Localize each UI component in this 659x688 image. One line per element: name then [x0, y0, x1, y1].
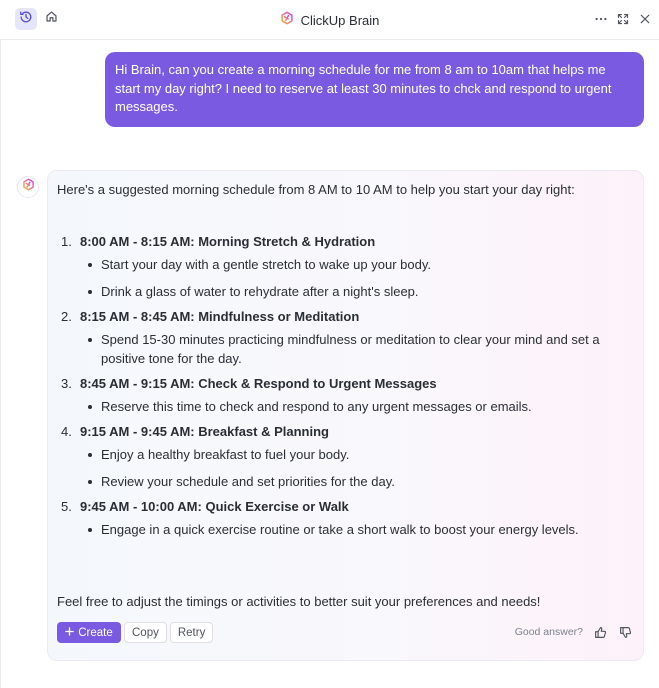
step-title: 8:45 AM - 9:15 AM: Check & Respond to Urgent Messages	[80, 376, 437, 391]
brain-logo-icon	[280, 11, 294, 30]
step-number: 2.	[61, 309, 72, 324]
step-number: 3.	[61, 376, 72, 391]
header-title-group	[0, 0, 659, 40]
create-button[interactable]	[57, 622, 121, 643]
schedule-item	[57, 422, 627, 491]
plus-icon	[65, 627, 74, 639]
step-title: 8:15 AM - 8:45 AM: Mindfulness or Meditation	[80, 309, 360, 324]
thumbs-down-icon[interactable]	[617, 624, 633, 640]
schedule-item	[57, 497, 627, 539]
copy-button[interactable]: Copy	[124, 622, 167, 643]
thumbs-up-icon[interactable]	[592, 624, 608, 640]
step-bullet: Drink a glass of water to rehydrate after a night's sleep.	[80, 282, 627, 301]
step-bullets	[80, 397, 627, 416]
home-button[interactable]	[40, 8, 62, 30]
step-title: 9:45 AM - 10:00 AM: Quick Exercise or Walk	[80, 499, 349, 514]
create-button-label: Create	[78, 626, 113, 639]
step-bullet: Review your schedule and set priorities for the day.	[80, 472, 627, 491]
close-icon[interactable]	[635, 9, 655, 29]
history-button[interactable]	[15, 8, 37, 30]
step-bullets	[80, 520, 627, 539]
schedule-item	[57, 374, 627, 416]
history-icon	[19, 10, 33, 29]
step-bullet: Enjoy a healthy breakfast to fuel your body.	[80, 445, 627, 464]
user-message-bubble: Hi Brain, can you create a morning schedule for me from 8 am to 10am that helps me start my day right? I need to reserve at least 30 minutes to chck and respond to urgent messages.	[105, 52, 644, 127]
reply-outro: Feel free to adjust the timings or activities to better suit your preferences and needs!	[57, 594, 541, 609]
schedule-item	[57, 307, 627, 368]
panel-left-border	[0, 40, 1, 688]
home-icon	[45, 10, 58, 28]
feedback-label: Good answer?	[514, 626, 583, 638]
header-bar	[0, 0, 659, 40]
window-controls	[591, 9, 655, 29]
brain-avatar	[17, 176, 39, 198]
step-bullet: Reserve this time to check and respond to any urgent messages or emails.	[80, 397, 627, 416]
retry-button[interactable]: Retry	[170, 622, 213, 643]
step-bullets	[80, 330, 627, 368]
step-number: 1.	[61, 234, 72, 249]
step-bullet: Spend 15-30 minutes practicing mindfulness or meditation to clear your mind and set a positive tone for the day.	[80, 330, 627, 368]
page-title: ClickUp Brain	[300, 12, 380, 28]
schedule-item	[57, 232, 627, 301]
step-bullets	[80, 445, 627, 491]
step-bullet: Engage in a quick exercise routine or take a short walk to boost your energy levels.	[80, 520, 627, 539]
more-icon[interactable]	[591, 9, 611, 29]
reply-intro: Here's a suggested morning schedule from 8 AM to 10 AM to help you start your day right:	[57, 182, 575, 197]
expand-icon[interactable]	[613, 9, 633, 29]
step-bullet: Start your day with a gentle stretch to wake up your body.	[80, 255, 627, 274]
schedule-list	[57, 232, 627, 539]
reply-actions	[57, 622, 213, 643]
assistant-reply	[57, 180, 627, 545]
step-number: 4.	[61, 424, 72, 439]
step-bullets	[80, 255, 627, 301]
step-title: 8:00 AM - 8:15 AM: Morning Stretch & Hydration	[80, 234, 376, 249]
brain-logo-icon	[22, 178, 35, 196]
answer-feedback	[515, 624, 633, 640]
step-title: 9:15 AM - 9:45 AM: Breakfast & Planning	[80, 424, 329, 439]
step-number: 5.	[61, 499, 72, 514]
